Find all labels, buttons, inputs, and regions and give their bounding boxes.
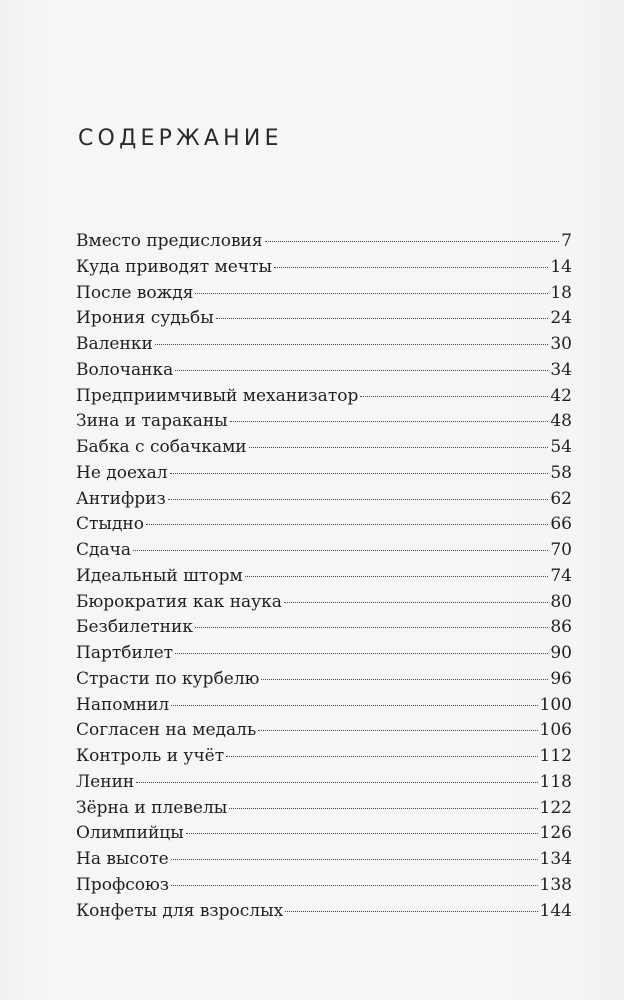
toc-entry-title: Бюрократия как наука <box>76 591 282 612</box>
toc-entry-page-number: 42 <box>550 385 572 406</box>
toc-entry <box>76 718 572 744</box>
toc-entry-page-number: 24 <box>550 308 572 329</box>
toc-entry <box>76 564 572 590</box>
toc-entry <box>76 667 572 693</box>
dot-leader <box>258 730 537 731</box>
toc-entry-page-number: 86 <box>550 617 572 638</box>
dot-leader <box>226 756 537 757</box>
toc-entry-title: Антифриз <box>76 488 166 509</box>
toc-entry <box>76 538 572 564</box>
dot-leader <box>133 550 548 551</box>
toc-entry <box>76 744 572 770</box>
toc-entry <box>76 358 572 384</box>
toc-entry-page-number: 134 <box>539 849 572 869</box>
toc-entry <box>76 332 572 358</box>
dot-leader <box>195 293 548 294</box>
toc-entry <box>76 641 572 667</box>
toc-entry-title: Партбилет <box>76 643 174 663</box>
toc-entry-title: Профсоюз <box>76 874 170 895</box>
toc-entry <box>76 409 572 435</box>
dot-leader <box>171 859 538 860</box>
dot-leader <box>155 344 549 345</box>
toc-entry-page-number: 7 <box>561 231 572 251</box>
toc-entry-title: Сдача <box>76 540 131 560</box>
toc-entry-title: Бабка с собачками <box>76 437 247 457</box>
toc-entry-page-number: 14 <box>550 256 572 277</box>
toc-entry-page-number: 58 <box>550 462 572 483</box>
toc-entry <box>76 229 572 255</box>
toc-entry-title: Ленин <box>76 771 135 792</box>
toc-entry-title: Стыдно <box>76 514 144 535</box>
dot-leader <box>216 318 549 319</box>
toc-entry-page-number: 144 <box>539 900 572 921</box>
toc-entry <box>76 461 572 487</box>
dot-leader <box>170 473 549 474</box>
toc-entry-page-number: 96 <box>550 668 572 689</box>
toc-entry-title: Напомнил <box>76 694 170 715</box>
dot-leader <box>261 679 548 680</box>
dot-leader <box>230 421 549 422</box>
toc-entry-page-number: 54 <box>550 437 572 457</box>
toc-entry-page-number: 74 <box>550 565 572 586</box>
dot-leader <box>245 576 549 577</box>
toc-entry-title: Олимпийцы <box>76 823 184 844</box>
toc-entry-title: Контроль и учёт <box>76 746 225 766</box>
toc-entry <box>76 821 572 847</box>
dot-leader <box>171 705 537 706</box>
dot-leader <box>360 396 548 397</box>
toc-entry-page-number: 66 <box>550 514 572 535</box>
toc-entry <box>76 873 572 899</box>
table-of-contents <box>76 229 572 924</box>
toc-entry-title: Согласен на медаль <box>76 720 257 741</box>
toc-entry-page-number: 138 <box>539 874 572 895</box>
toc-entry <box>76 590 572 616</box>
toc-entry-page-number: 118 <box>539 771 572 792</box>
dot-leader <box>274 267 548 268</box>
dot-leader <box>175 653 548 654</box>
dot-leader <box>146 524 548 525</box>
toc-entry-title: Идеальный шторм <box>76 565 243 586</box>
toc-entry <box>76 384 572 410</box>
toc-entry-title: Валенки <box>76 334 153 354</box>
toc-entry-page-number: 34 <box>550 359 572 380</box>
toc-entry <box>76 435 572 461</box>
toc-entry <box>76 615 572 641</box>
toc-entry-page-number: 112 <box>539 746 572 766</box>
dot-leader <box>284 602 548 603</box>
toc-entry <box>76 899 572 925</box>
toc-entry <box>76 693 572 719</box>
dot-leader <box>195 627 548 628</box>
dot-leader <box>229 808 537 809</box>
toc-entry-page-number: 100 <box>539 694 572 715</box>
toc-entry-title: Зёрна и плевелы <box>76 797 228 818</box>
toc-entry-title: Страсти по курбелю <box>76 668 260 689</box>
dot-leader <box>285 911 537 912</box>
toc-entry-title: Волочанка <box>76 359 174 380</box>
dot-leader <box>168 499 549 500</box>
toc-entry <box>76 512 572 538</box>
toc-entry-title: На высоте <box>76 849 169 869</box>
toc-entry-title: Не доехал <box>76 462 168 483</box>
toc-entry <box>76 487 572 513</box>
toc-entry-title: Конфеты для взрослых <box>76 900 284 921</box>
toc-entry <box>76 847 572 873</box>
dot-leader <box>265 241 560 242</box>
toc-entry-page-number: 80 <box>550 591 572 612</box>
toc-entry-page-number: 18 <box>550 282 572 303</box>
toc-entry-page-number: 70 <box>550 540 572 560</box>
toc-entry-title: Зина и тараканы <box>76 411 228 432</box>
toc-entry-title: Вместо предисловия <box>76 231 263 251</box>
toc-entry-page-number: 122 <box>539 797 572 818</box>
toc-entry-page-number: 30 <box>550 334 572 354</box>
toc-entry-title: Ирония судьбы <box>76 308 214 329</box>
toc-entry-title: Безбилетник <box>76 617 193 638</box>
toc-entry <box>76 281 572 307</box>
dot-leader <box>186 833 538 834</box>
page-title: СОДЕРЖАНИЕ <box>78 126 283 151</box>
toc-entry <box>76 796 572 822</box>
toc-entry-title: После вождя <box>76 282 194 303</box>
toc-entry-page-number: 106 <box>539 720 572 741</box>
toc-entry <box>76 306 572 332</box>
dot-leader <box>175 370 548 371</box>
toc-entry-page-number: 90 <box>550 643 572 663</box>
dot-leader <box>136 782 537 783</box>
dot-leader <box>171 885 537 886</box>
toc-entry <box>76 770 572 796</box>
toc-entry-page-number: 48 <box>550 411 572 432</box>
toc-entry-title: Куда приводят мечты <box>76 256 272 277</box>
toc-entry-page-number: 62 <box>550 488 572 509</box>
toc-entry-page-number: 126 <box>539 823 572 844</box>
dot-leader <box>249 447 549 448</box>
toc-entry <box>76 255 572 281</box>
toc-entry-title: Предприимчивый механизатор <box>76 385 359 406</box>
